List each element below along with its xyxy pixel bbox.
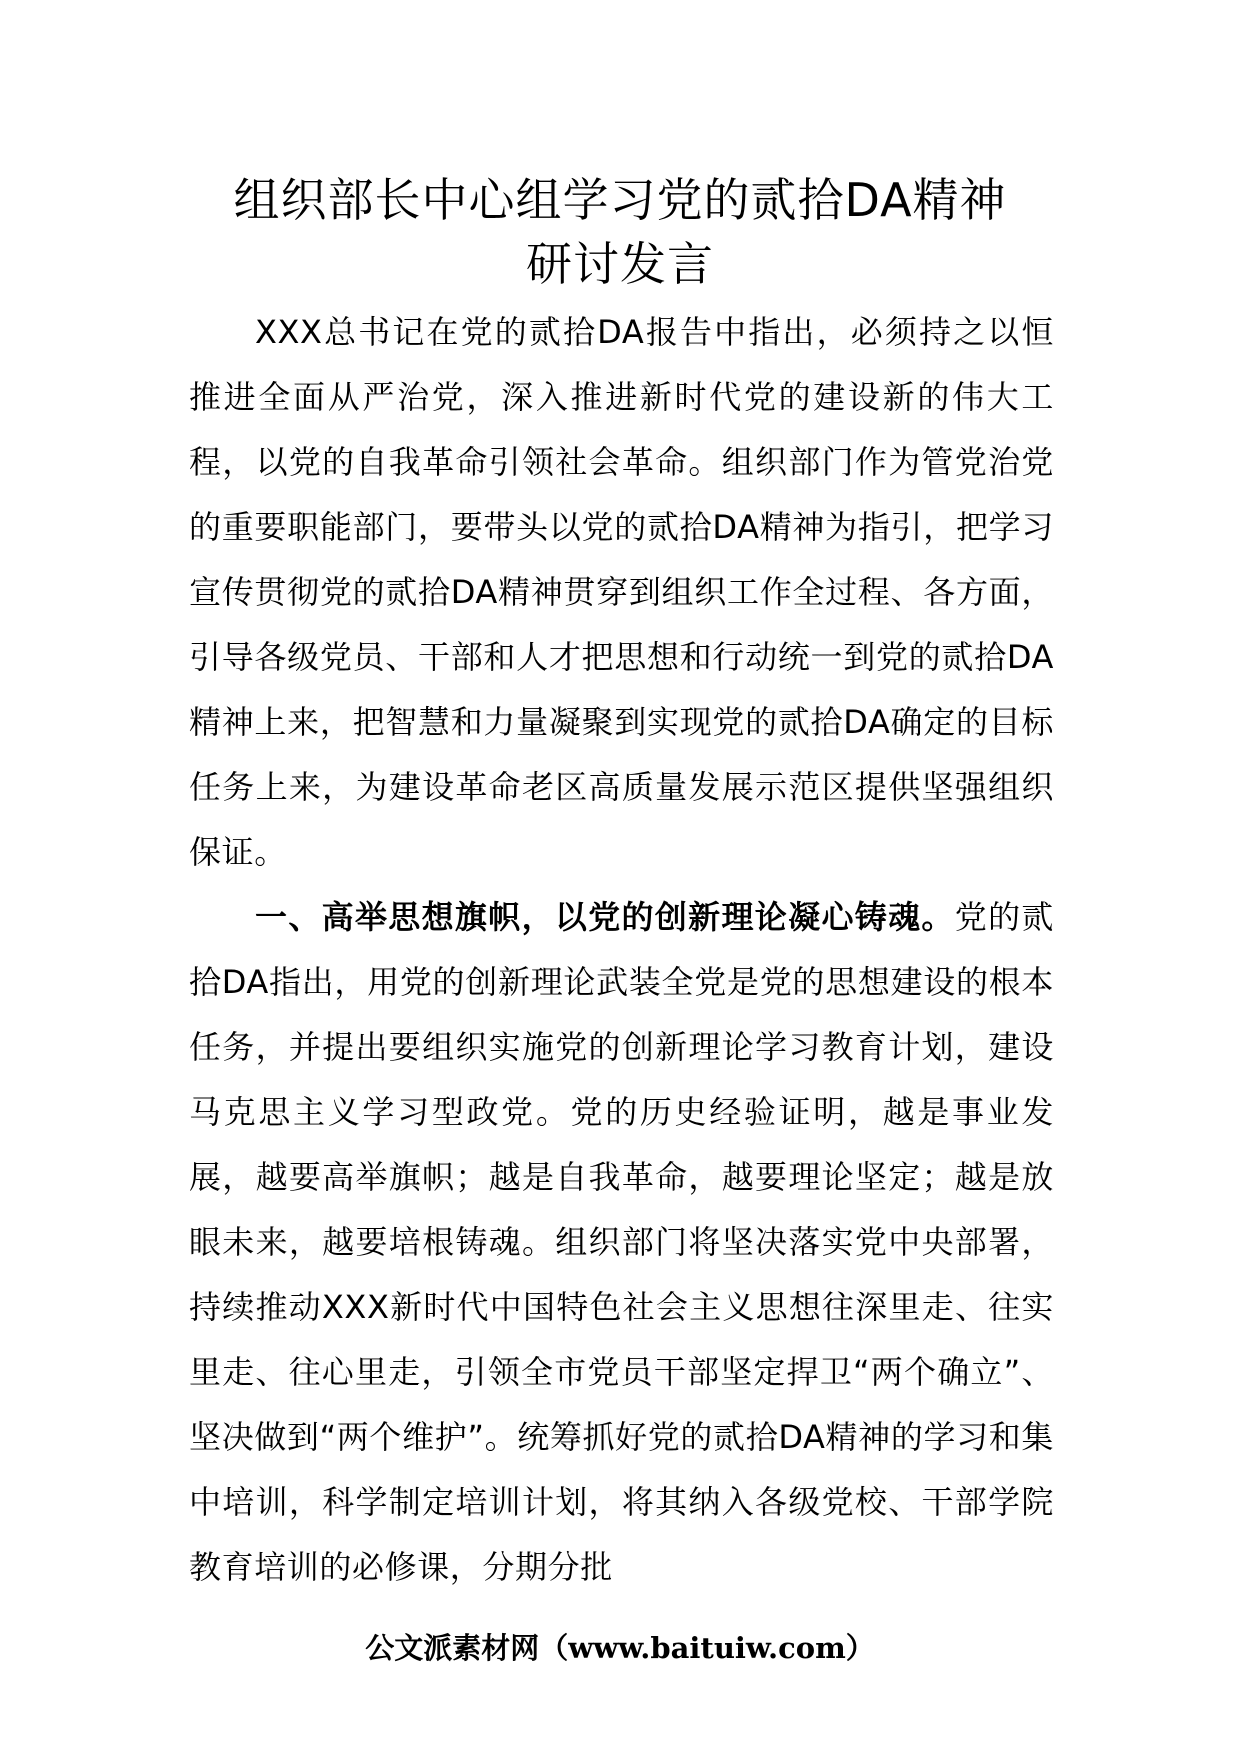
footer-source-name: 公文派素材网 (365, 1631, 540, 1665)
footer-website: （www.baituiw.com） (539, 1631, 875, 1665)
paragraph-intro: XXX总书记在党的贰拾DA报告中指出，必须持之以恒推进全面从严治党，深入推进新时代党的建设新的伟大工程，以党的自我革命引领社会革命。组织部门作为管党治党的重要职能部门，要带头以党的贰拾DA精神为指引，把学习宣传贯彻党的贰拾DA精神贯穿到组织工作全过程、各方面，引导各级党员、干部和人才把思想和行动统一到党的贰拾DA精神上来，把智慧和力量凝聚到实现党的贰拾DA确定的目标任务上来，为建设革命老区高质量发展示范区提供坚强组织保证。 (189, 313, 1054, 871)
page-footer (0, 1628, 1240, 1668)
section-one-text: 党的贰拾DA指出，用党的创新理论武装全党是党的思想建设的根本任务，并提出要组织实施党的创新理论学习教育计划，建设马克思主义学习型政党。党的历史经验证明，越是事业发展，越要高举旗帜；越是自我革命，越要理论坚定；越是放眼未来，越要培根铸魂。组织部门将坚决落实党中央部署，持续推动XXX新时代中国特色社会主义思想往深里走、往实里走、往心里走，引领全市党员干部坚定捍卫“两个确立”、坚决做到“两个维护”。统筹抓好党的贰拾DA精神的学习和集中培训，科学制定培训计划，将其纳入各级党校、干部学院教育培训的必修课，分期分批 (189, 898, 1054, 1586)
document-body (189, 300, 1054, 1600)
paragraph-section-one (189, 885, 1054, 1600)
section-one-heading: 一、高举思想旗帜，以党的创新理论凝心铸魂。 (255, 898, 955, 936)
document-title-line1: 组织部长中心组学习党的贰拾DA精神 (233, 173, 1007, 227)
document-title-line2: 研讨发言 (526, 237, 714, 291)
